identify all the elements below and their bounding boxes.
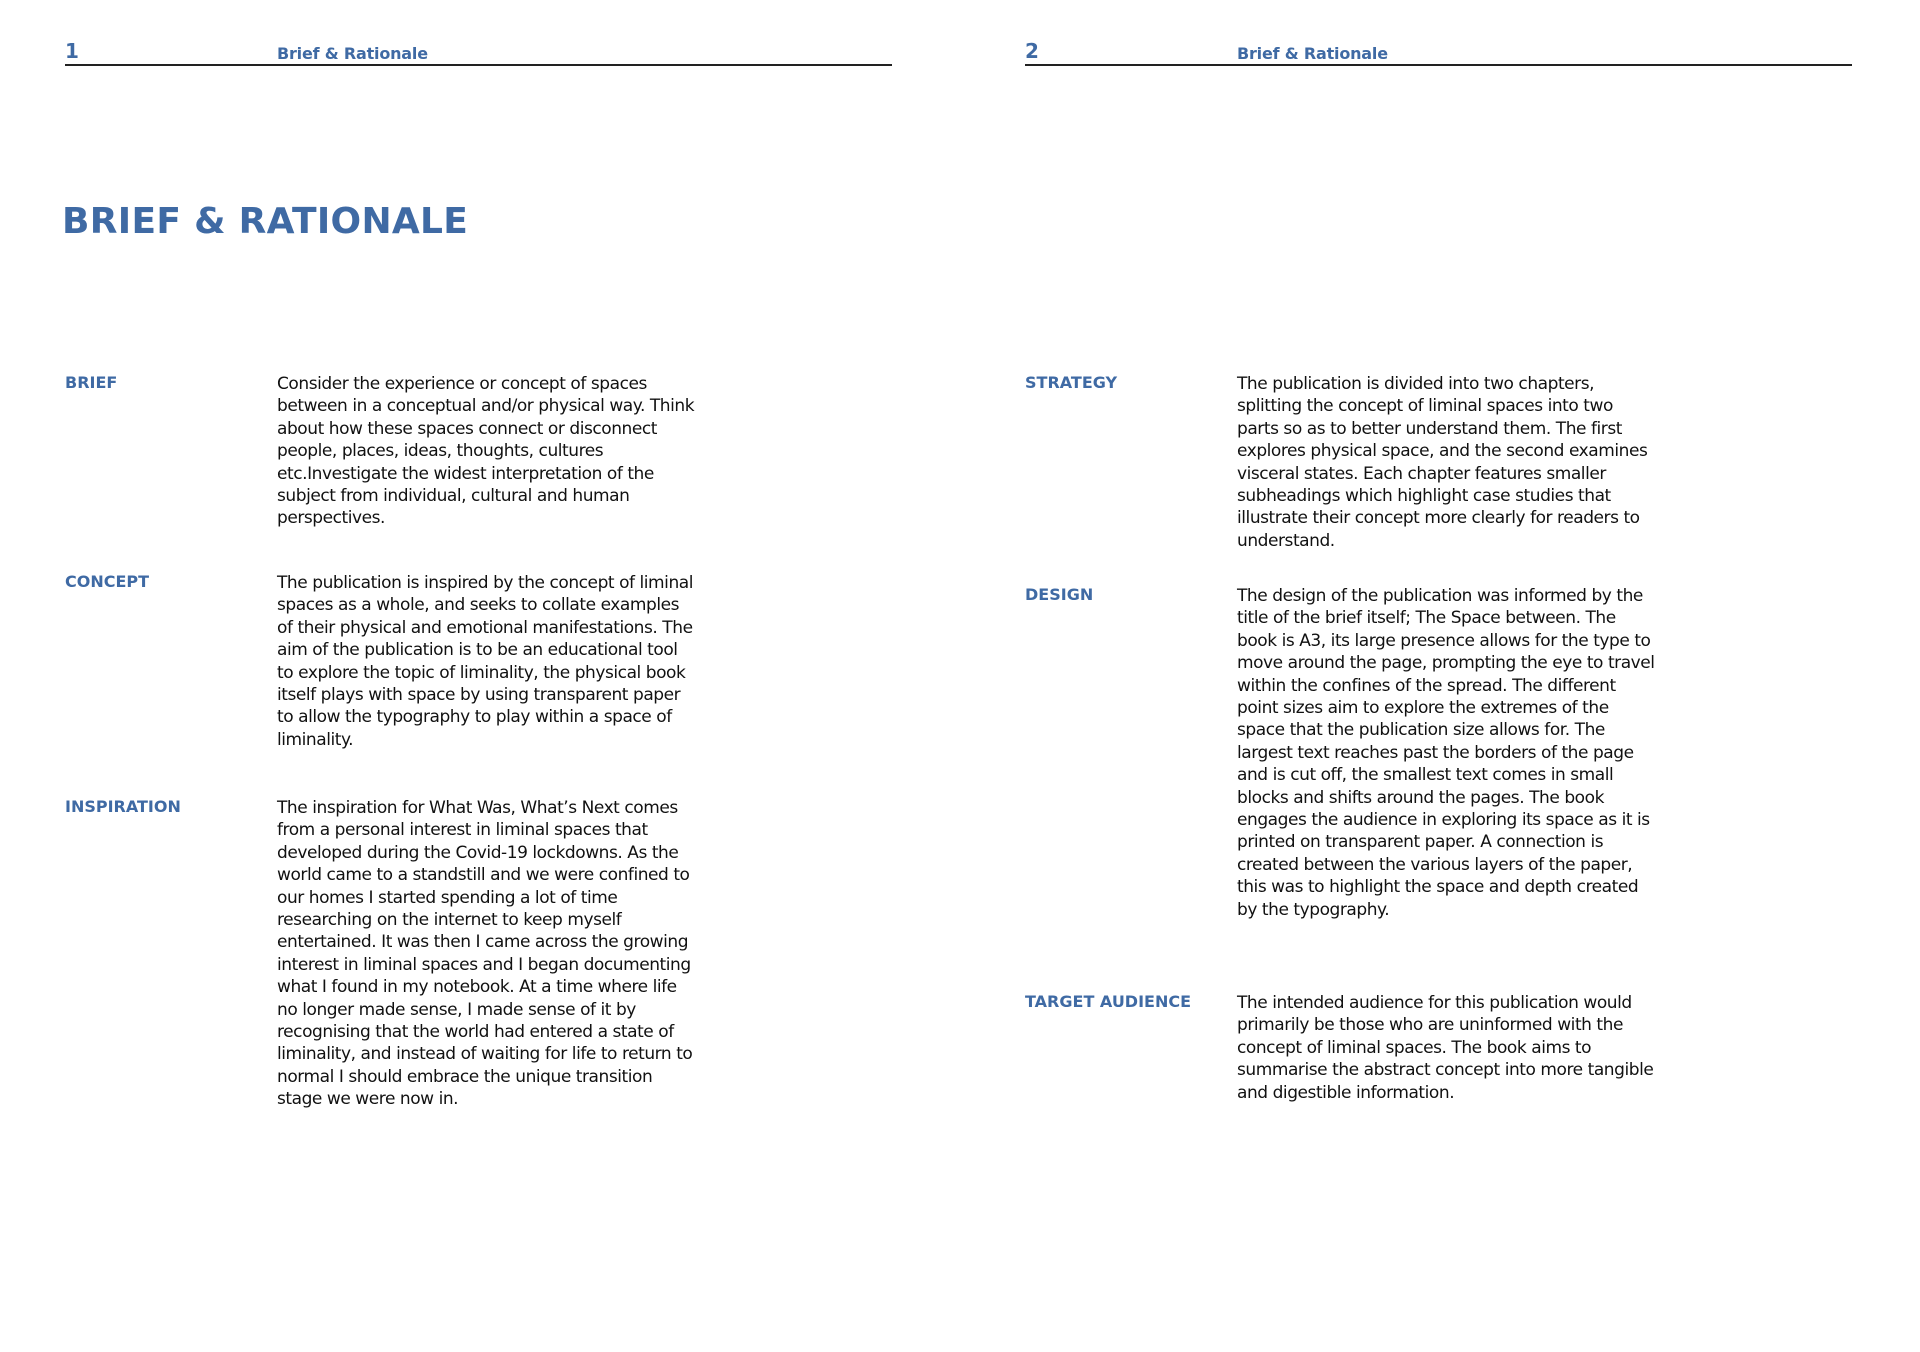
section-label: CONCEPT [65, 572, 150, 591]
running-title: Brief & Rationale [277, 44, 428, 63]
running-header [1025, 40, 1852, 66]
section-text: The publication is divided into two chapters, splitting the concept of liminal spaces into two parts so as to better understand them. The first explores physical space, and the second examines visceral states. Each chapter features smaller subheadings which highlight case studies that illustrate their concept more clearly for readers to understand. [1237, 374, 1648, 551]
section-text: Consider the experience or concept of spaces between in a conceptual and/or physical way. Think about how these spaces connect or disconnect people, places, ideas, thoughts, cultures etc.Investigate the widest interpretation of the subject from individual, cultural and human perspectives. [277, 374, 695, 529]
section-text: The design of the publication was informed by the title of the brief itself; The Space between. The book is A3, its large presence allows for the type to move around the page, prompting the eye to travel within the confines of the spread. The different point sizes aim to explore the extremes of the space that the publication size allows for. The largest text reaches past the borders of the page and is cut off, the smallest text comes in small blocks and shifts around the pages. The book engages the audience in exploring its space as it is printed on transparent paper. A connection is created between the various layers of the paper, this was to highlight the space and depth created by the typography. [1237, 586, 1655, 920]
page-number: 2 [1025, 39, 1039, 63]
section-text: The inspiration for What Was, What’s Next comes from a personal interest in liminal spaces that developed during the Covid-19 lockdowns. As the world came to a standstill and we were confined to our homes I started spending a lot of time researching on the internet to keep myself entertained. It was then I came across the growing interest in liminal spaces and I began documenting what I found in my notebook. At a time where life no longer made sense, I made sense of it by recognising that the world had entered a state of liminality, and instead of waiting for life to return to normal I should embrace the unique transition stage we were now in. [277, 798, 693, 1110]
running-header [65, 40, 892, 66]
right-page [960, 0, 1920, 1352]
section-text: The intended audience for this publication would primarily be those who are uninformed with the concept of liminal spaces. The book aims to summarise the abstract concept into more tangible and digestible information. [1237, 993, 1654, 1103]
page-number: 1 [65, 39, 79, 63]
running-title: Brief & Rationale [1237, 44, 1388, 63]
section-label: DESIGN [1025, 585, 1094, 604]
section-label: INSPIRATION [65, 797, 181, 816]
section-label: TARGET AUDIENCE [1025, 992, 1192, 1011]
section-label: STRATEGY [1025, 373, 1118, 392]
page-title: BRIEF & RATIONALE [62, 201, 469, 242]
section-label: BRIEF [65, 373, 118, 392]
section-text: The publication is inspired by the concept of liminal spaces as a whole, and seeks to collate examples of their physical and emotional manifestations. The aim of the publication is to be an educational tool to explore the topic of liminality, the physical book itself plays with space by using transparent paper to allow the typography to play within a space of liminality. [277, 573, 694, 750]
